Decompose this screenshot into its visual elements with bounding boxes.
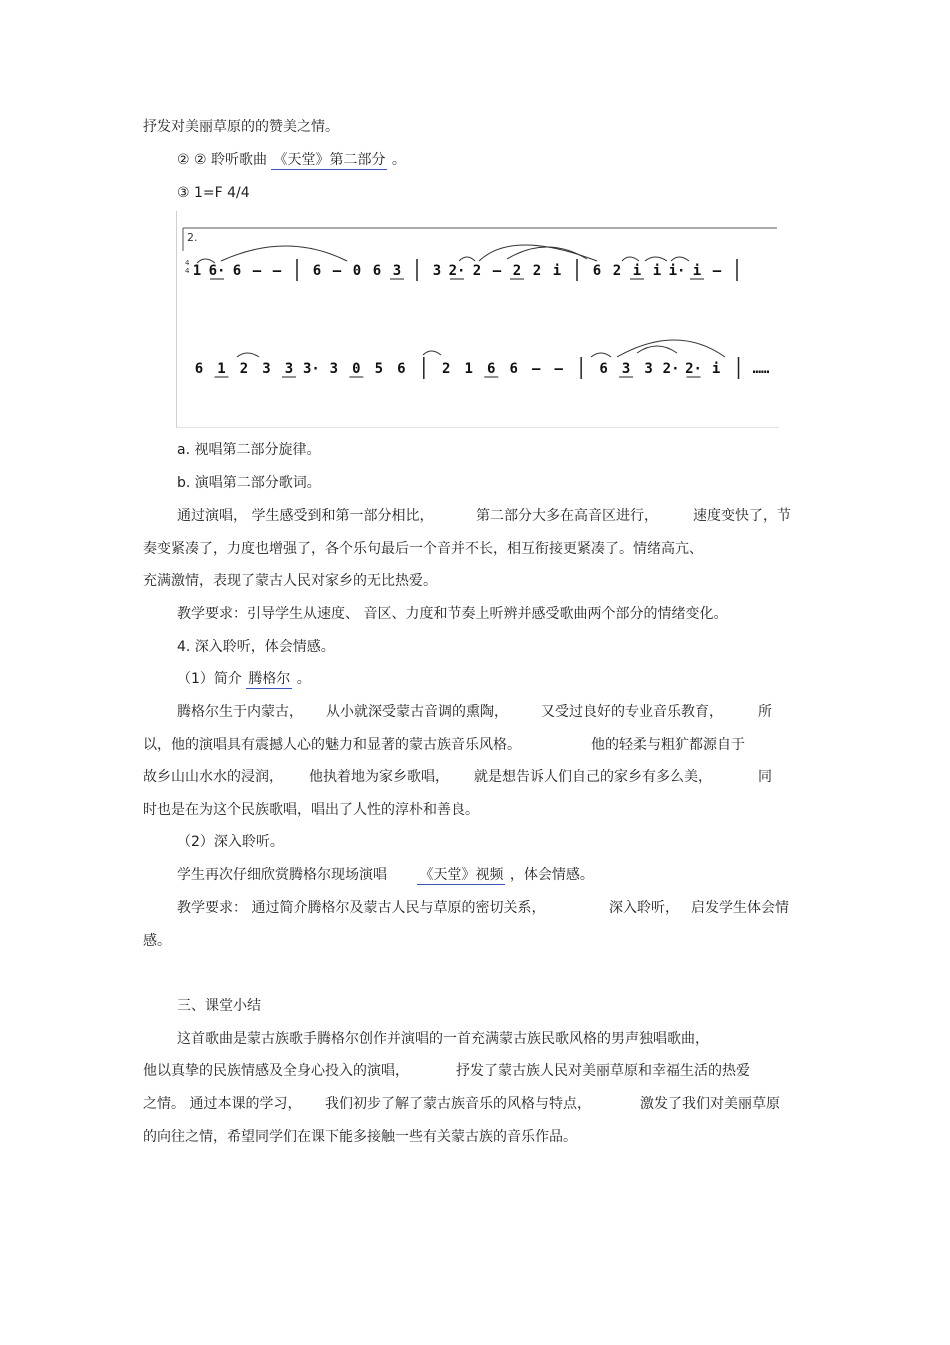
score-row-1	[193, 259, 737, 281]
summary-text: 我们初步了解了蒙古族音乐的风格与特点，	[325, 1096, 591, 1112]
score-note: 1	[217, 361, 226, 377]
score-note: i	[632, 263, 642, 279]
intro-suffix: 。	[292, 671, 311, 687]
score-note: 6	[312, 263, 322, 279]
score-note: 3	[262, 361, 271, 377]
teaching-requirement-2: 教学要求： 通过简介腾格尔及蒙古人民与草原的密切关系，	[177, 900, 546, 916]
score-note: –	[332, 263, 342, 279]
para2-text: 同	[758, 769, 772, 785]
score-svg	[177, 211, 779, 427]
score-note: 6	[194, 361, 204, 377]
tie	[591, 353, 611, 357]
slur	[617, 340, 725, 357]
time-signature: 4	[185, 259, 190, 267]
score-note: 6·	[208, 263, 226, 279]
intro-line	[177, 669, 311, 689]
music-score	[176, 211, 779, 428]
score-note: –	[272, 263, 282, 279]
score-note: 2	[612, 263, 622, 279]
score-note: 6	[487, 361, 496, 377]
score-note: 3	[644, 361, 653, 377]
score-note: 1	[464, 361, 473, 377]
score-note: 2	[442, 361, 451, 377]
score-note: i·	[668, 263, 686, 279]
deep-listen-heading: （2）深入聆听。	[177, 834, 284, 850]
listen-prefix: ② ② 聆听歌曲	[177, 152, 272, 168]
score-note: 6	[509, 361, 518, 377]
score-note: 3	[621, 361, 631, 377]
score-note: 6	[397, 361, 406, 377]
section-mark: 2.	[187, 231, 198, 244]
para2-text: 他执着地为家乡歌唱，	[309, 769, 449, 785]
summary-text: 抒发了蒙古族人民对美丽草原和幸福生活的热爱	[456, 1063, 750, 1079]
teaching-requirement-1: 教学要求：引导学生从速度、 音区、力度和节奏上听辨并感受歌曲两个部分的情绪变化。	[177, 606, 728, 622]
tie	[237, 353, 259, 357]
video-suffix: ，体会情感。	[505, 867, 594, 883]
score-note: 1	[192, 263, 202, 279]
score-note: 6	[232, 263, 242, 279]
score-note: 6	[372, 263, 382, 279]
score-note: ……	[752, 361, 770, 377]
score-note: 5	[374, 361, 384, 377]
summary-text: 的向往之情，希望同学们在课下能多接触一些有关蒙古族的音乐作品。	[143, 1129, 577, 1145]
slur	[221, 246, 347, 261]
key-signature-line: ③ 1=F 4/4	[177, 185, 250, 201]
tenggeer-link[interactable]: 腾格尔	[248, 671, 291, 687]
score-note: 3	[329, 361, 339, 377]
slur	[507, 247, 587, 259]
teaching-requirement-2: 深入聆听，	[609, 900, 679, 916]
para2-text: 腾格尔生于内蒙古，	[177, 704, 303, 720]
score-note: 2·	[662, 361, 680, 377]
tie	[645, 257, 667, 261]
score-note: i	[652, 263, 662, 279]
para2-text: 从小就深受蒙古音调的熏陶，	[326, 704, 508, 720]
summary-text: 激发了我们对美丽草原	[640, 1096, 780, 1112]
score-note: 6	[599, 361, 608, 377]
para1-text: 通过演唱， 学生感受到和第一部分相比，	[177, 508, 434, 524]
slur	[637, 346, 677, 353]
text-line: 抒发对美丽草原的的赞美之情。	[143, 119, 339, 135]
para2-text: 他的轻柔与粗犷都源自于	[591, 737, 745, 753]
item-a: a. 视唱第二部分旋律。	[177, 442, 321, 458]
score-note: 2	[239, 361, 249, 377]
tie	[459, 257, 475, 261]
tie	[671, 257, 689, 261]
score-note: 3	[284, 361, 294, 377]
summary-text: 这首歌曲是蒙古族歌手腾格尔创作并演唱的一首充满蒙古族民歌风格的男声独唱歌曲，	[177, 1031, 709, 1047]
score-note: i	[552, 263, 562, 279]
score-note: 2	[512, 263, 522, 279]
summary-text: 他以真挚的民族情感及全身心投入的演唱，	[143, 1063, 409, 1079]
score-note: –	[492, 263, 502, 279]
tie	[423, 351, 441, 355]
tie	[622, 257, 639, 261]
score-note: i	[711, 361, 721, 377]
video-prefix: 学生再次仔细欣赏腾格尔现场演唱	[177, 867, 392, 883]
para2-text: 故乡山山水水的浸润，	[143, 769, 283, 785]
section-4-heading: 4. 深入聆听，体会情感。	[177, 639, 335, 655]
score-note: –	[252, 263, 262, 279]
score-row-2	[195, 357, 770, 379]
teaching-requirement-2: 启发学生体会情	[691, 900, 789, 916]
score-note: i	[692, 263, 702, 279]
score-note: –	[554, 361, 563, 377]
section-3-heading: 三、课堂小结	[177, 998, 261, 1014]
item-b: b. 演唱第二部分歌词。	[177, 475, 321, 491]
summary-text: 之情。 通过本课的学习，	[143, 1096, 302, 1112]
teaching-requirement-2: 感。	[143, 933, 171, 949]
listen-suffix: 。	[387, 152, 406, 168]
score-note: 0	[352, 361, 361, 377]
score-note: 2·	[685, 361, 702, 377]
score-note: 3	[392, 263, 402, 279]
para1-text: 充满激情，表现了蒙古人民对家乡的无比热爱。	[143, 573, 437, 589]
para2-text: 就是想告诉人们自己的家乡有多么美，	[474, 769, 712, 785]
score-note: 2	[472, 263, 482, 279]
song-part2-link[interactable]: 《天堂》第二部分	[273, 152, 386, 168]
para1-text: 第二部分大多在高音区进行，	[476, 508, 658, 524]
score-note: –	[531, 361, 541, 377]
score-note: 6	[592, 263, 602, 279]
listen-line	[177, 150, 406, 170]
intro-prefix: （1）简介	[177, 671, 247, 687]
score-note: 2	[532, 263, 542, 279]
para2-text: 以，他的演唱具有震撼人心的魅力和显著的蒙古族音乐风格。	[143, 737, 521, 753]
score-note: –	[712, 263, 722, 279]
tiantang-video-link[interactable]: 《天堂》视频	[419, 867, 504, 883]
time-signature-lower: 4	[185, 267, 190, 275]
para2-text: 又受过良好的专业音乐教育，	[541, 704, 723, 720]
para2-text: 所	[758, 704, 772, 720]
score-note: 2·	[448, 263, 466, 279]
score-note: 3·	[302, 361, 320, 377]
score-note: 0	[352, 263, 362, 279]
score-note: 3	[432, 263, 442, 279]
para2-text: 时也是在为这个民族歌唱，唱出了人性的淳朴和善良。	[143, 802, 479, 818]
para1-text: 奏变紧凑了，力度也增强了，各个乐句最后一个音并不长，相互衔接更紧凑了。情绪高亢、	[143, 541, 703, 557]
para1-text: 速度变快了，节	[693, 508, 791, 524]
video-line	[177, 865, 594, 885]
